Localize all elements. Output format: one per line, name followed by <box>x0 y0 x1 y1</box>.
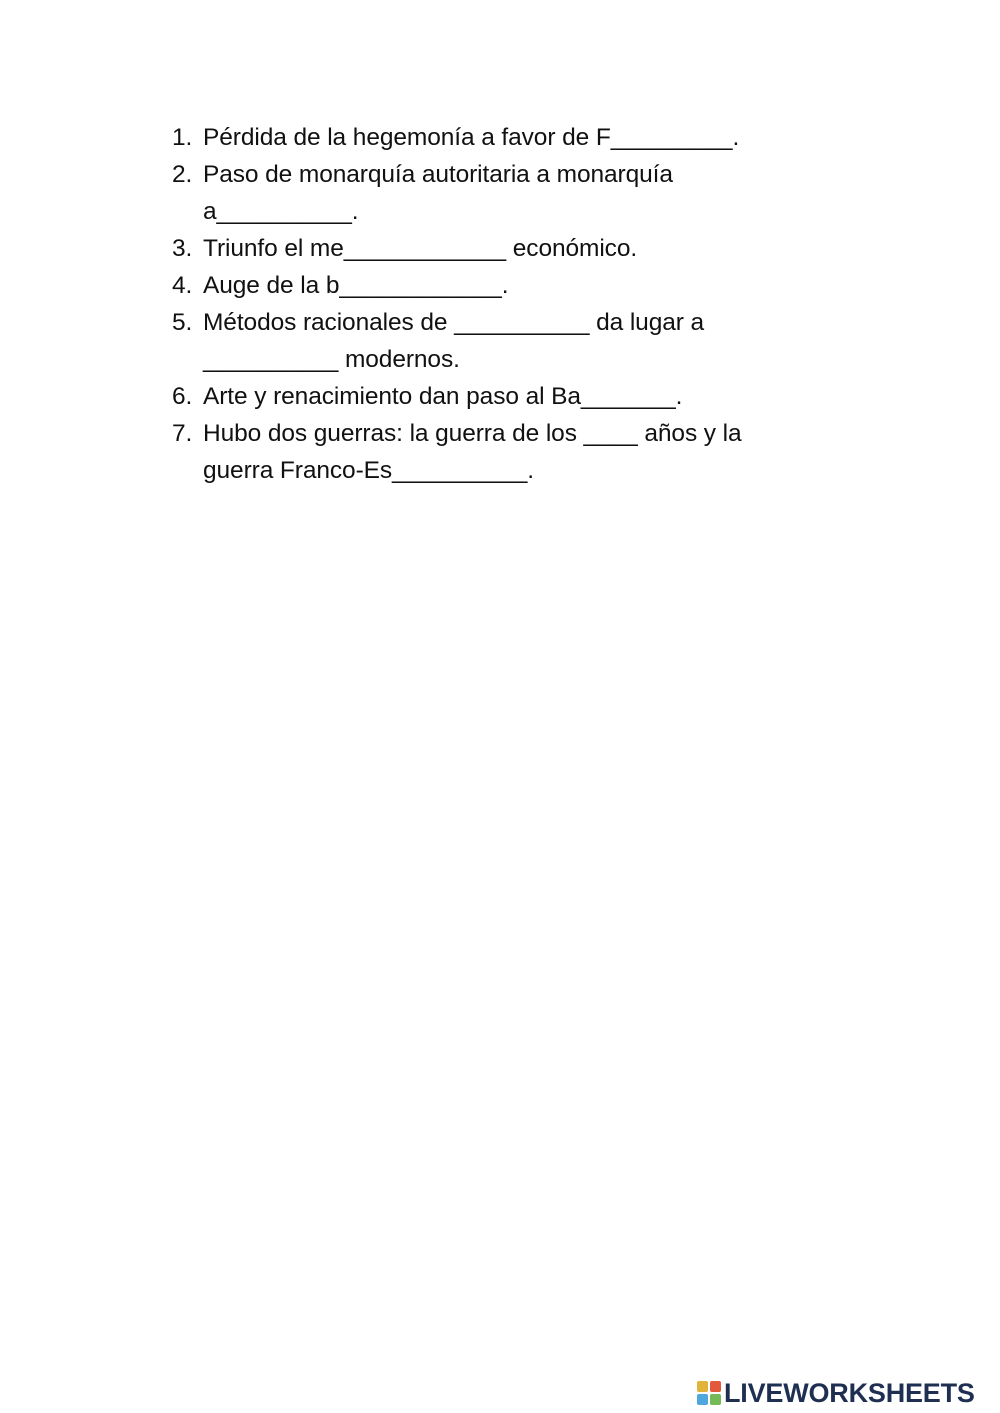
worksheet-content <box>172 119 852 489</box>
question-item-7 <box>172 415 852 489</box>
question-item-2 <box>172 156 852 230</box>
liveworksheets-logo <box>697 1379 975 1407</box>
question-text: Triunfo el me____________ económico. <box>203 235 638 262</box>
question-text: Pérdida de la hegemonía a favor de F_________. <box>203 124 740 151</box>
question-number: 7. <box>172 420 193 447</box>
question-item-5 <box>172 304 852 378</box>
question-number: 3. <box>172 235 193 262</box>
question-item-6 <box>172 378 852 415</box>
question-number: 4. <box>172 272 193 299</box>
logo-text: LIVEWORKSHEETS <box>724 1378 975 1408</box>
question-list <box>172 119 852 489</box>
question-text: Auge de la b____________. <box>203 272 509 299</box>
liveworksheets-logo-icon <box>697 1381 721 1405</box>
question-item-3 <box>172 230 852 267</box>
question-text: Hubo dos guerras: la guerra de los ____ años y la guerra Franco-Es__________. <box>203 420 742 484</box>
question-number: 5. <box>172 309 193 336</box>
question-text: Métodos racionales de __________ da lugar a __________ modernos. <box>203 309 705 373</box>
question-number: 1. <box>172 124 193 151</box>
question-item-4 <box>172 267 852 304</box>
question-text: Arte y renacimiento dan paso al Ba_______. <box>203 383 683 410</box>
question-text: Paso de monarquía autoritaria a monarquía a__________. <box>203 161 673 225</box>
question-number: 2. <box>172 161 193 188</box>
question-item-1 <box>172 119 852 156</box>
question-number: 6. <box>172 383 193 410</box>
